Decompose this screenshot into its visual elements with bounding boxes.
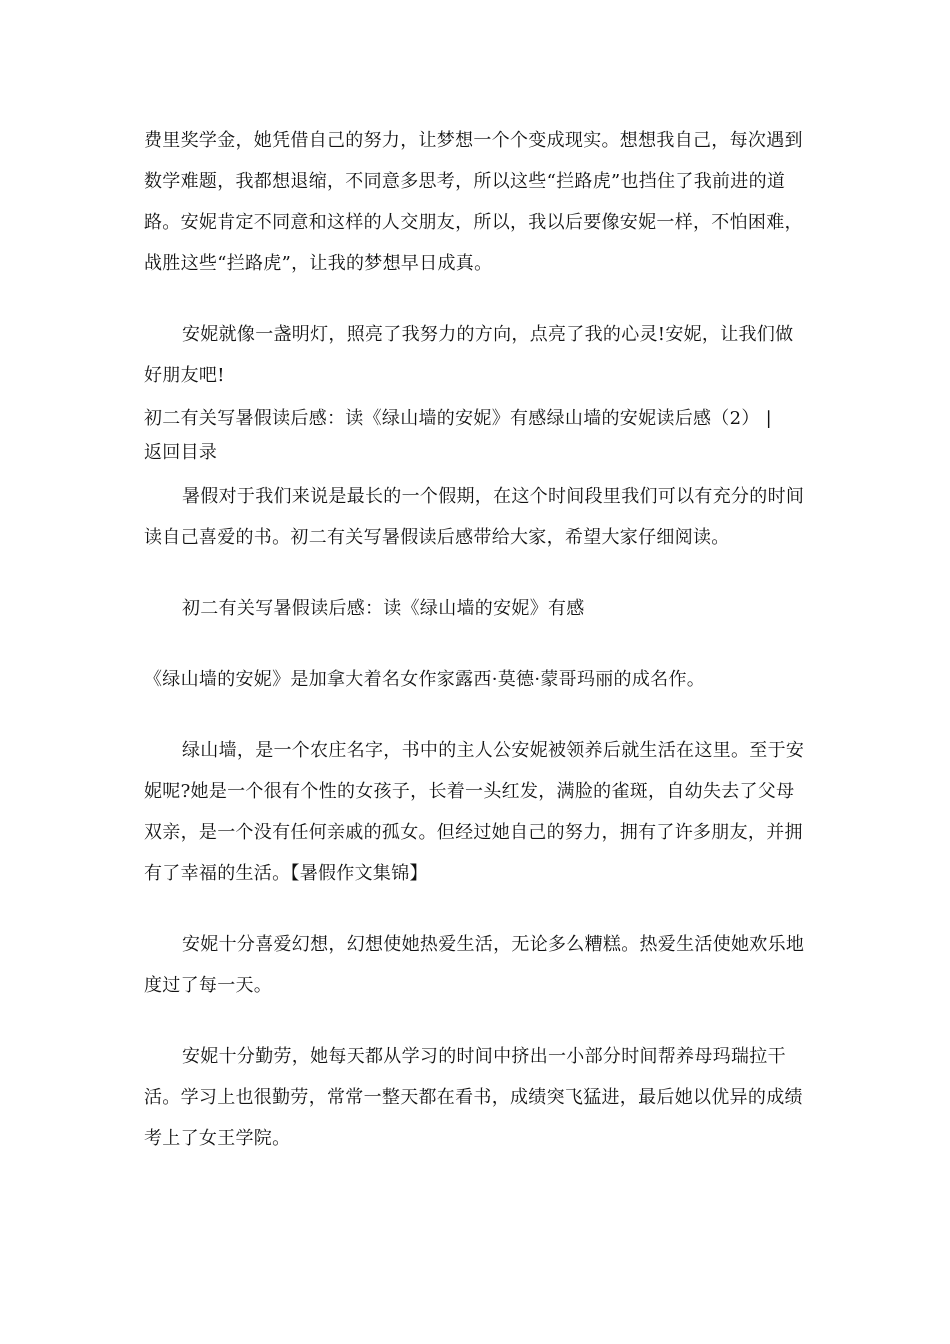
back-to-contents-link[interactable]: 返回目录 [144, 442, 218, 463]
paragraph-scholarship: 费里奖学金，她凭借自己的努力，让梦想一个个变成现实。想想我自己，每次遇到数学难题，我都想退缩，不同意多思考，所以这些“拦路虎”也挡住了我前进的道路。安妮肯定不同意和这样的人交朋友，所以，我以后要像安妮一样，不怕困难，战胜这些“拦路虎”，让我的梦想早日成真。 [144, 130, 803, 274]
section-heading: 初二有关写暑假读后感：读《绿山墙的安妮》有感绿山墙的安妮读后感（2） | [144, 408, 773, 429]
paragraph-book-intro: 《绿山墙的安妮》是加拿大着名女作家露西·莫德·蒙哥玛丽的成名作。 [144, 669, 706, 690]
document-body [144, 120, 806, 1159]
paragraph-essay-title: 初二有关写暑假读后感：读《绿山墙的安妮》有感 [182, 598, 585, 619]
paragraph-diligence: 安妮十分勤劳，她每天都从学习的时间中挤出一小部分时间帮养母玛瑞拉干活。学习上也很勤劳，常常一整天都在看书，成绩突飞猛进，最后她以优异的成绩考上了女王学院。 [144, 1046, 803, 1149]
paragraph-imagination: 安妮十分喜爱幻想，幻想使她热爱生活，无论多么糟糕。热爱生活使她欢乐地度过了每一天。 [144, 934, 805, 996]
paragraph-green-gables: 绿山墙，是一个农庄名字，书中的主人公安妮被领养后就生活在这里。至于安妮呢?她是一个很有个性的女孩子，长着一头红发，满脸的雀斑，自幼失去了父母双亲，是一个没有任何亲戚的孤女。但经过她自己的努力，拥有了许多朋友，并拥有了幸福的生活。【暑假作文集锦】 [144, 740, 805, 884]
paragraph-summer-intro: 暑假对于我们来说是最长的一个假期，在这个时间段里我们可以有充分的时间读自己喜爱的书。初二有关写暑假读后感带给大家，希望大家仔细阅读。 [144, 486, 805, 548]
paragraph-bright-lamp: 安妮就像一盏明灯，照亮了我努力的方向，点亮了我的心灵!安妮，让我们做好朋友吧! [144, 324, 794, 386]
